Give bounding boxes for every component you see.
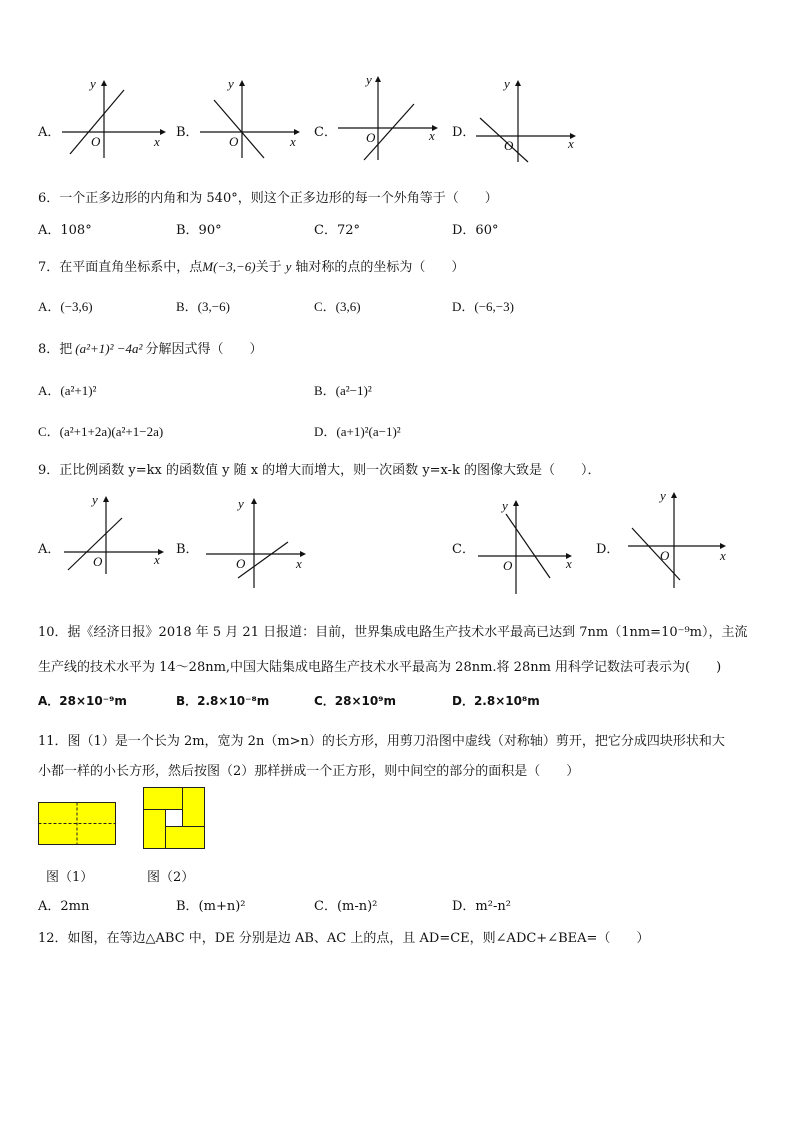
q8-expression: (a²+1)² −4a²: [75, 341, 143, 356]
q5-d-y-label: y: [504, 76, 510, 91]
q9-b-x-label: x: [296, 556, 302, 571]
q7-axis: y: [285, 259, 292, 274]
q9-option-b-label: B．: [176, 542, 199, 557]
q9-graph-d: [626, 488, 736, 588]
q5-b-y-label: y: [228, 76, 234, 91]
q5-option-b-label: B．: [176, 125, 199, 140]
q5-c-origin: O: [366, 130, 376, 145]
q10-stem-line1: 10．据《经济日报》2018 年 5 月 21 日报道：目前，世界集成电路生产技术水平最高已达到 7nm（1nm=10⁻⁹m），主流: [38, 625, 748, 640]
q9-c-y-label: y: [502, 498, 508, 513]
q10-option-a: A．28×10⁻⁹m: [38, 694, 127, 708]
q9-option-c-label: C．: [452, 542, 475, 557]
q9-c-x-label: x: [566, 556, 572, 571]
q8-option-b: B．(a²−1)²: [314, 383, 372, 398]
q8-stem-prefix: 8．把: [38, 342, 73, 357]
q7-stem-mid: 关于: [255, 260, 282, 275]
q7-stem-suffix: 轴对称的点的坐标为（ ）: [295, 260, 465, 275]
q11-stem-line1: 11．图（1）是一个长为 2m，宽为 2n（m>n）的长方形，用剪刀沿图中虚线（对称轴）剪开，把它分成四块形状和大: [38, 734, 725, 749]
q7-stem-prefix: 7．在平面直角坐标系中，点: [38, 260, 203, 275]
q9-option-d-label: D．: [596, 542, 620, 557]
q5-option-c-label: C．: [314, 125, 337, 140]
q5-graph-b: [198, 78, 308, 160]
q9-graph-c: [476, 496, 586, 596]
q8-option-c: C．(a²+1+2a)(a²+1−2a): [38, 424, 164, 439]
q5-graph-c: [336, 72, 446, 162]
q5-option-a-label: A．: [38, 125, 61, 140]
q10-option-d: D．2.8×10⁸m: [452, 694, 540, 708]
q5-b-x-label: x: [290, 134, 296, 149]
q11-figure-1: [38, 802, 118, 848]
q5-option-d-label: D．: [452, 125, 476, 140]
q7-stem: [38, 256, 464, 275]
q10-option-c: C．28×10⁹m: [314, 694, 397, 708]
q9-graph-a: [62, 494, 172, 574]
q5-d-origin: O: [504, 138, 514, 153]
q5-a-y-label: y: [90, 76, 96, 91]
q6-option-c: C．72°: [314, 223, 360, 238]
q9-d-x-label: x: [720, 548, 726, 563]
q9-d-origin: O: [660, 548, 670, 563]
q5-b-origin: O: [229, 134, 239, 149]
q5-c-y-label: y: [366, 72, 372, 87]
q12-stem: 12．如图，在等边△ABC 中，DE 分别是边 AB、AC 上的点，且 AD=CE，则∠ADC+∠BEA=（ ）: [38, 931, 650, 946]
q7-option-a: A．(−3,6): [38, 299, 93, 314]
q8-option-a: A．(a²+1)²: [38, 383, 97, 398]
q9-graph-b: [204, 496, 314, 588]
q5-d-x-label: x: [568, 136, 574, 151]
q11-stem-line2: 小都一样的小长方形，然后按图（2）那样拼成一个正方形，则中间空的部分的面积是（ ）: [38, 764, 580, 779]
q9-a-x-label: x: [154, 552, 160, 567]
q11-option-d: D．m²-n²: [452, 899, 511, 914]
q9-b-origin: O: [236, 556, 246, 571]
q6-option-a: A．108°: [38, 223, 92, 238]
q6-stem: 6．一个正多边形的内角和为 540°，则这个正多边形的每一个外角等于（ ）: [38, 191, 498, 206]
q9-stem: 9．正比例函数 y=kx 的函数值 y 随 x 的增大而增大，则一次函数 y=x-k 的图像大致是（ ）．: [38, 463, 601, 478]
q9-d-y-label: y: [660, 488, 666, 503]
q9-b-y-label: y: [238, 496, 244, 511]
q8-option-d: D．(a+1)²(a−1)²: [314, 424, 401, 439]
q5-c-x-label: x: [429, 128, 435, 143]
q11-fig1-caption: 图（1）: [46, 870, 94, 885]
q7-option-d: D．(−6,−3): [452, 299, 514, 314]
q7-option-c: C．(3,6): [314, 299, 361, 314]
q11-fig2-caption: 图（2）: [147, 870, 195, 885]
q7-point: M(−3,−6): [202, 259, 256, 274]
q9-a-y-label: y: [92, 492, 98, 507]
q8-stem: [38, 338, 262, 357]
q11-option-c: C．(m-n)²: [314, 899, 378, 914]
q7-option-b: B．(3,−6): [176, 299, 230, 314]
q5-graph-a: [60, 78, 170, 160]
q9-a-origin: O: [93, 554, 103, 569]
q6-option-b: B．90°: [176, 223, 222, 238]
q6-option-d: D．60°: [452, 223, 499, 238]
q11-option-b: B．(m+n)²: [176, 899, 246, 914]
q9-option-a-label: A．: [38, 542, 61, 557]
q10-stem-line2: 生产线的技术水平为 14～28nm,中国大陆集成电路生产技术水平最高为 28nm.将 28nm 用科学记数法可表示为( ): [38, 660, 722, 675]
q11-option-a: A．2mn: [38, 899, 90, 914]
q11-figure-2: [143, 787, 207, 851]
q10-option-b: B．2.8×10⁻⁸m: [176, 694, 270, 708]
q9-c-origin: O: [503, 558, 513, 573]
q5-a-origin: O: [91, 134, 101, 149]
q5-graph-d: [474, 76, 584, 162]
q5-a-x-label: x: [154, 134, 160, 149]
q8-stem-suffix: 分解因式得（ ）: [145, 342, 263, 357]
